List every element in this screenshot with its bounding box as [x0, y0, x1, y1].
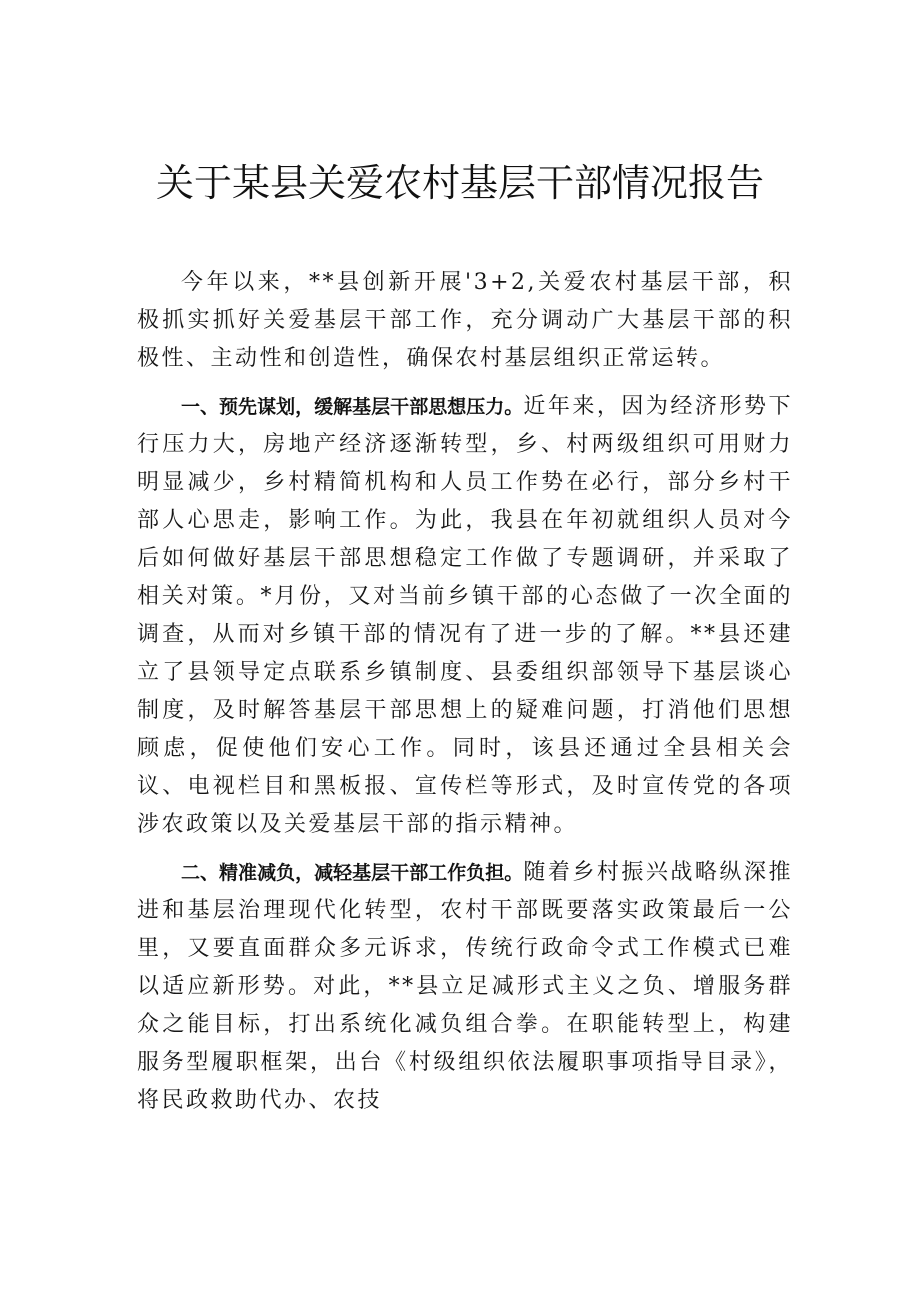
section-one-text: 近年来，因为经济形势下行压力大，房地产经济逐渐转型，乡、村两级组织可用财力明显减少，乡村精简机构和人员工作势在必行，部分乡村干部人心思走，影响工作。为此，我县在年初就组织人员对今后如何做好基层干部思想稳定工作做了专题调研，并采取了相关对策。*月份，又对当前乡镇干部的心态做了一次全面的调查，从而对乡镇干部的情况有了进一步的了解。**县还建立了县领导定点联系乡镇制度、县委组织部领导下基层谈心制度，及时解答基层干部思想上的疑难问题，打消他们思想顾虑，促使他们安心工作。同时，该县还通过全县相关会议、电视栏目和黑板报、宣传栏等形式，及时宣传党的各项涉农政策以及关爱基层干部的指示精神。 [137, 394, 793, 837]
section-one-heading: 一、预先谋划，缓解基层干部思想压力。 [181, 396, 524, 418]
section-two-heading: 二、精准减负，减轻基层干部工作负担。 [181, 862, 524, 884]
document-title: 关于某县关爱农村基层干部情况报告 [155, 161, 764, 205]
document-body [137, 264, 793, 1120]
intro-paragraph [137, 264, 793, 378]
section-one-paragraph [137, 388, 793, 844]
section-two-text: 随着乡村振兴战略纵深推进和基层治理现代化转型，农村干部既要落实政策最后一公里，又要直面群众多元诉求，传统行政命令式工作模式已难以适应新形势。对此，**县立足减形式主义之负、增服务群众之能目标，打出系统化减负组合拳。在职能转型上，构建服务型履职框架，出台《村级组织依法履职事项指导目录》，将民政救助代办、农技 [137, 860, 793, 1113]
paragraph-text: 今年以来，**县创新开展'3+2,关爱农村基层干部，积极抓实抓好关爱基层干部工作，充分调动广大基层干部的积极性、主动性和创造性，确保农村基层组织正常运转。 [137, 270, 793, 371]
section-two-paragraph [137, 854, 793, 1120]
